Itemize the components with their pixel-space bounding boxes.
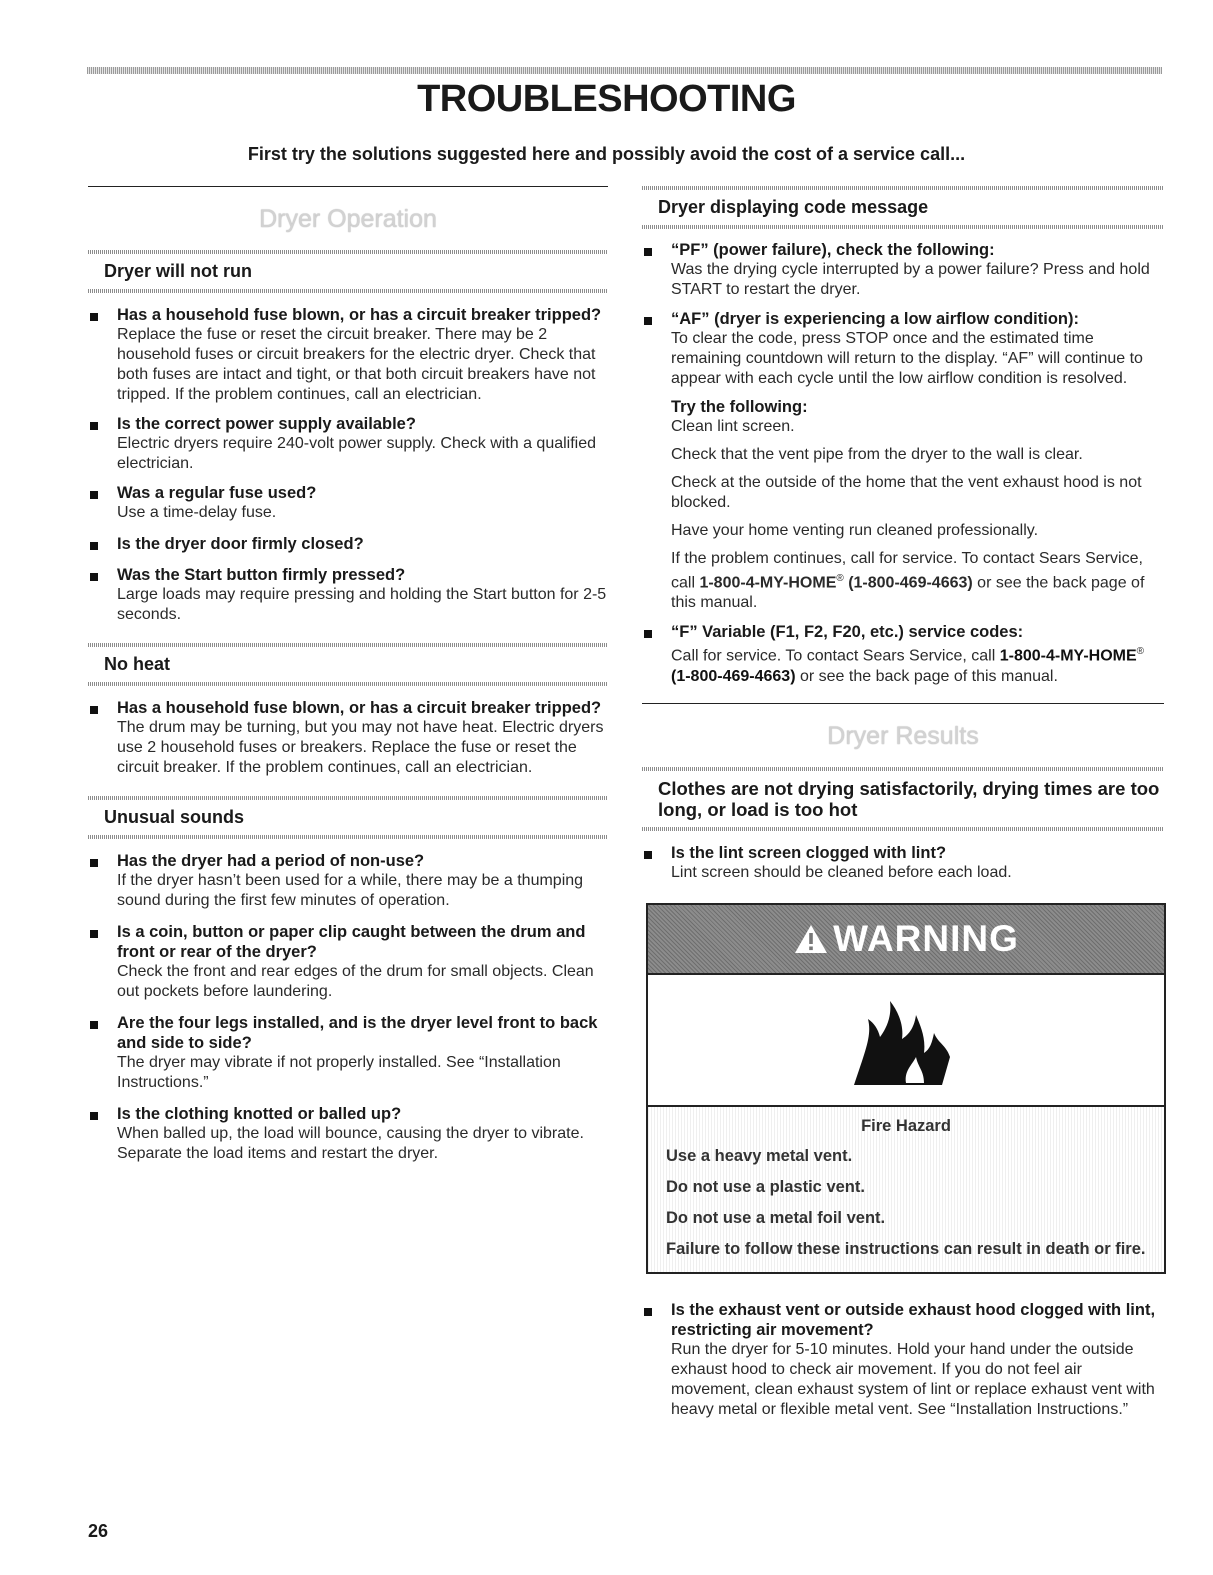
bullet-icon — [90, 706, 98, 714]
question: Is the lint screen clogged with lint? — [671, 843, 947, 862]
hazard-title: Fire Hazard — [861, 1116, 951, 1135]
section-title-dryer-results: Dryer Results — [827, 721, 979, 750]
question: Has a household fuse blown, or has a circuit breaker tripped? — [117, 699, 602, 717]
phone-word: 1-800-4-MY-HOME — [699, 574, 837, 592]
list-item — [88, 305, 608, 405]
list-item — [88, 698, 608, 778]
phone-word: 1-800-4-MY-HOME — [999, 647, 1137, 665]
question: Was a regular fuse used? — [117, 484, 317, 502]
bullet-icon — [644, 1308, 652, 1316]
question: “PF” (power failure), check the following: — [671, 241, 995, 259]
question: “F” Variable (F1, F2, F20, etc.) service codes: — [671, 623, 1024, 642]
contact-pre: If the problem continues, call for service. To contact Sears Service, call — [671, 550, 1143, 592]
subhead-no-heat: No heat — [104, 654, 171, 674]
registered-mark: ® — [836, 573, 844, 584]
phone-number: (1-800-469-4663) — [843, 574, 973, 592]
question: Is the dryer door firmly closed? — [117, 535, 364, 553]
list-item — [88, 414, 608, 474]
subhead-rule — [88, 682, 608, 686]
list-item-exhaust — [642, 1300, 1164, 1420]
answer: Run the dryer for 5-10 minutes. Hold your hand under the outside exhaust hood to check air movement. If you do not feel air movement, clean exhaust system of lint or replace exhaust vent with heavy metal or flexible metal vent. See “Installation Instructions.” — [671, 1340, 1155, 1418]
try-label: Try the following: — [671, 398, 808, 416]
bullet-icon — [90, 313, 98, 321]
warning-header — [648, 905, 1164, 975]
list-item-af — [642, 309, 1164, 613]
answer-post: or see the back page of this manual. — [795, 667, 1058, 685]
page-title: TROUBLESHOOTING — [417, 78, 796, 120]
question: Has the dryer had a period of non-use? — [117, 852, 425, 870]
fire-hazard-icon-area — [648, 975, 1164, 1107]
answer: When balled up, the load will bounce, causing the dryer to vibrate. Separate the load items and restart the dryer. — [117, 1125, 584, 1162]
subhead-unusual-sounds: Unusual sounds — [104, 807, 245, 827]
answer: Electric dryers require 240-volt power supply. Check with a qualified electrician. — [117, 435, 597, 472]
warning-box — [646, 903, 1166, 1274]
answer: If the dryer hasn’t been used for a while, there may be a thumping sound during the first few minutes of operation. — [117, 872, 584, 909]
answer — [671, 642, 1164, 686]
question: Is the clothing knotted or balled up? — [117, 1105, 402, 1123]
question: Are the four legs installed, and is the dryer level front to back and side to side? — [117, 1014, 598, 1052]
fire-icon — [846, 985, 966, 1095]
warning-line: Do not use a plastic vent. — [666, 1177, 865, 1196]
answer: To clear the code, press STOP once and the estimated time remaining countdown will return to the display. “AF” will continue to appear with each cycle until the low airflow condition is resolved. — [671, 330, 1143, 387]
step: Have your home venting run cleaned professionally. — [671, 522, 1039, 539]
top-rule — [87, 67, 1162, 74]
warning-label: WARNING — [833, 917, 1019, 959]
list-item — [88, 851, 608, 911]
warning-line: Do not use a metal foil vent. — [666, 1208, 886, 1227]
subhead-rule — [642, 827, 1164, 831]
answer: Check the front and rear edges of the drum for small objects. Clean out pockets before laundering. — [117, 963, 594, 1000]
list-item — [88, 534, 608, 554]
step: Clean lint screen. — [671, 418, 795, 435]
list-item — [88, 922, 608, 1002]
bullet-icon — [90, 930, 98, 938]
bullet-icon — [90, 1112, 98, 1120]
question: Is the exhaust vent or outside exhaust hood clogged with lint, restricting air movement? — [671, 1300, 1156, 1339]
subhead-results: Clothes are not drying satisfactorily, drying times are too long, or load is too hot — [658, 777, 1160, 820]
list-item — [88, 1013, 608, 1093]
step: Check at the outside of the home that the vent exhaust hood is not blocked. — [671, 474, 1142, 511]
subhead-code-message: Dryer displaying code message — [658, 197, 929, 217]
question: “AF” (dryer is experiencing a low airflow condition): — [671, 310, 1079, 328]
question: Was the Start button firmly pressed? — [117, 566, 406, 584]
bullet-icon — [90, 859, 98, 867]
subhead-rule — [88, 835, 608, 839]
bullet-icon — [90, 1021, 98, 1029]
list-item — [88, 483, 608, 523]
phone-number: (1-800-469-4663) — [671, 667, 796, 685]
warning-line: Use a heavy metal vent. — [666, 1146, 853, 1165]
bullet-icon — [644, 630, 652, 638]
section-title-dryer-operation: Dryer Operation — [259, 205, 437, 233]
list-item — [88, 1104, 608, 1164]
registered-mark: ® — [1136, 646, 1145, 658]
answer: Lint screen should be cleaned before each load. — [671, 863, 1012, 881]
question: Has a household fuse blown, or has a circuit breaker tripped? — [117, 306, 602, 324]
list-item-pf — [642, 240, 1164, 300]
bullet-icon — [90, 573, 98, 581]
warning-line: Failure to follow these instructions can result in death or fire. — [666, 1239, 1146, 1258]
list-item-f — [642, 622, 1164, 686]
page-subtitle: First try the solutions suggested here and possibly avoid the cost of a service call... — [247, 144, 966, 164]
warning-body — [648, 1107, 1164, 1272]
subhead-dryer-will-not-run: Dryer will not run — [104, 261, 253, 281]
answer: The drum may be turning, but you may not have heat. Electric dryers use 2 household fuses or breakers. Replace the fuse or reset the circuit breaker. If the problem continues, call an electrician. — [117, 719, 604, 776]
bullet-icon — [644, 851, 652, 859]
question: Is a coin, button or paper clip caught between the drum and front or rear of the dryer? — [117, 923, 586, 961]
answer-pre: Call for service. To contact Sears Service, call — [671, 647, 1000, 665]
step: Check that the vent pipe from the dryer to the wall is clear. — [671, 446, 1083, 463]
subhead-rule — [642, 225, 1164, 229]
answer: Large loads may require pressing and holding the Start button for 2-5 seconds. — [117, 586, 607, 623]
bullet-icon — [644, 317, 652, 325]
contact-post: or see the back page of this manual. — [671, 574, 1145, 612]
answer: The dryer may vibrate if not properly installed. See “Installation Instructions.” — [117, 1054, 561, 1091]
right-column — [642, 180, 1164, 1420]
contact-text — [671, 549, 1164, 613]
warning-triangle-icon — [793, 923, 829, 955]
page-number: 26 — [88, 1521, 109, 1541]
bullet-icon — [90, 542, 98, 550]
subhead-rule — [88, 289, 608, 293]
answer: Replace the fuse or reset the circuit breaker. There may be 2 household fuses or circuit breakers for the electric dryer. Check that both fuses are intact and tight, or that both circuit breakers have not tripped. If the problem continues, call an electrician. — [117, 326, 596, 403]
answer: Was the drying cycle interrupted by a power failure? Press and hold START to restart the dryer. — [671, 261, 1150, 298]
list-item-lint — [642, 843, 1164, 883]
list-item — [88, 565, 608, 625]
bullet-icon — [90, 491, 98, 499]
left-column — [88, 180, 608, 1164]
question: Is the correct power supply available? — [117, 415, 416, 433]
bullet-icon — [90, 422, 98, 430]
bullet-icon — [644, 248, 652, 256]
answer: Use a time-delay fuse. — [117, 504, 277, 521]
